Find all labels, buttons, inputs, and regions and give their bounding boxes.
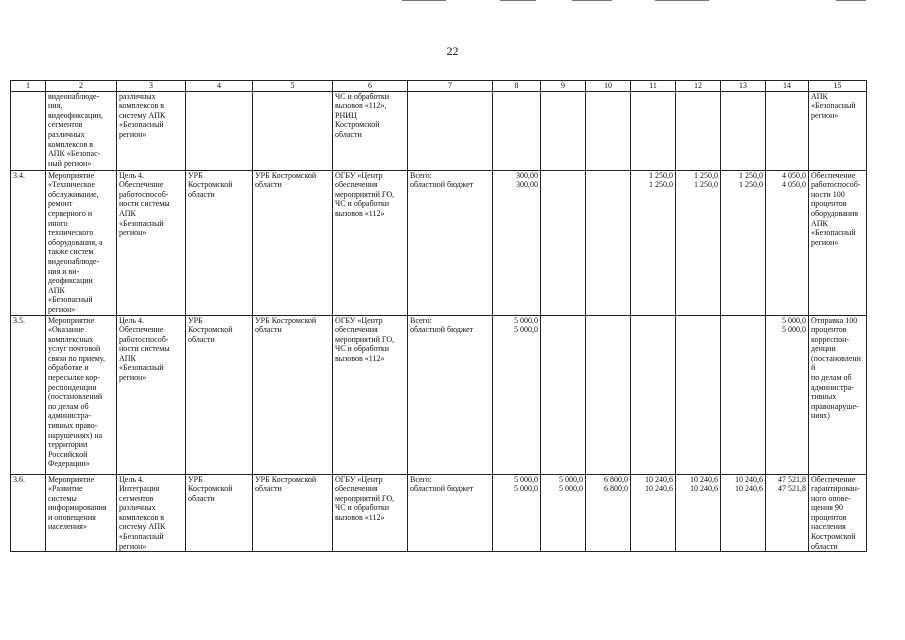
- column-number: 6: [333, 81, 408, 92]
- column-number: 7: [408, 81, 493, 92]
- total-cell: 5 000,0 5 000,0: [766, 315, 809, 474]
- funding-source-cell: [408, 91, 493, 170]
- goal-cell: различных комплексов в систему АПК «Безопасный регион»: [117, 91, 186, 170]
- amount-cell: [676, 91, 721, 170]
- result-cell: Отправка 100 процентов корреспон- денции (постановлений по делам об администра- тивных правонаруше- ниях): [809, 315, 867, 474]
- column-number: 1: [11, 81, 46, 92]
- total-cell: 4 050,0 4 050,0: [766, 170, 809, 315]
- amount-cell: [721, 91, 766, 170]
- column-number: 2: [46, 81, 117, 92]
- participant-cell: ОГБУ «Центр обеспечения мероприятий ГО, ЧС и обработки вызовов «112»: [333, 315, 408, 474]
- funding-source-cell: Всего: областной бюджет: [408, 474, 493, 552]
- header-row: [11, 81, 867, 92]
- amount-cell: 6 800,0 6 800,0: [586, 474, 631, 552]
- amount-cell: [586, 91, 631, 170]
- amount-cell: [541, 170, 586, 315]
- table-row: [11, 315, 867, 474]
- amount-cell: 300,00 300,00: [493, 170, 541, 315]
- column-number: 3: [117, 81, 186, 92]
- responsible-cell: УРБ Костромской области: [186, 474, 253, 552]
- coexecutor-cell: УРБ Костромской области: [253, 315, 333, 474]
- item-number-cell: [11, 91, 46, 170]
- activity-name-cell: Мероприятие «Оказание комплексных услуг почтовой связи по приему, обработке и пересылке кор- респонденции (постановлений по делам об администра- тивных право- нарушениях) на территории Российской Федерации»: [46, 315, 117, 474]
- coexecutor-cell: [253, 91, 333, 170]
- total-cell: 47 521,8 47 521,8: [766, 474, 809, 552]
- responsible-cell: УРБ Костромской области: [186, 170, 253, 315]
- amount-cell: [631, 91, 676, 170]
- goal-cell: Цель 4. Интеграция сегментов различных комплексов в систему АПК «Безопасный регион»: [117, 474, 186, 552]
- item-number-cell: 3.4.: [11, 170, 46, 315]
- goal-cell: Цель 4. Обеспечение работоспособ- ности системы АПК «Безопасный регион»: [117, 315, 186, 474]
- amount-cell: 10 240,6 10 240,6: [676, 474, 721, 552]
- column-number: 8: [493, 81, 541, 92]
- amount-cell: [586, 315, 631, 474]
- amount-cell: 1 250,0 1 250,0: [631, 170, 676, 315]
- funding-source-cell: Всего: областной бюджет: [408, 170, 493, 315]
- amount-cell: [631, 315, 676, 474]
- amount-cell: [493, 91, 541, 170]
- responsible-cell: УРБ Костромской области: [186, 315, 253, 474]
- amount-cell: 1 250,0 1 250,0: [721, 170, 766, 315]
- table-row: [11, 91, 867, 170]
- scan-artifact-line: [836, 0, 866, 1]
- amount-cell: [541, 91, 586, 170]
- column-number: 4: [186, 81, 253, 92]
- item-number-cell: 3.5.: [11, 315, 46, 474]
- participant-cell: ЧС и обработки вызовов «112», РНИЦ Костромской области: [333, 91, 408, 170]
- page-number: 22: [446, 44, 459, 58]
- program-activities-table: [10, 80, 867, 552]
- result-cell: АПК «Безопасный регион»: [809, 91, 867, 170]
- amount-cell: 5 000,0 5 000,0: [541, 474, 586, 552]
- goal-cell: Цель 4. Обеспечение работоспособ- ности системы АПК «Безопасный регион»: [117, 170, 186, 315]
- funding-source-cell: Всего: областной бюджет: [408, 315, 493, 474]
- column-number: 15: [809, 81, 867, 92]
- amount-cell: [676, 315, 721, 474]
- scan-artifact-line: [655, 0, 709, 1]
- scan-artifact-line: [572, 0, 612, 1]
- column-number: 10: [586, 81, 631, 92]
- column-number: 12: [676, 81, 721, 92]
- scan-artifact-line: [402, 0, 446, 1]
- participant-cell: ОГБУ «Центр обеспечения мероприятий ГО, ЧС и обработки вызовов «112»: [333, 474, 408, 552]
- activity-name-cell: Мероприятие «Развитие системы информирования и оповещения населения»: [46, 474, 117, 552]
- table-row: [11, 474, 867, 552]
- amount-cell: 5 000,0 5 000,0: [493, 474, 541, 552]
- column-number: 5: [253, 81, 333, 92]
- amount-cell: 1 250,0 1 250,0: [676, 170, 721, 315]
- item-number-cell: 3.6.: [11, 474, 46, 552]
- column-number: 14: [766, 81, 809, 92]
- result-cell: Обеспечение гарантирован- ного опове- щения 90 процентов населения Костромской области: [809, 474, 867, 552]
- coexecutor-cell: УРБ Костромской области: [253, 474, 333, 552]
- amount-cell: [721, 315, 766, 474]
- column-number: 13: [721, 81, 766, 92]
- amount-cell: 10 240,6 10 240,6: [631, 474, 676, 552]
- table-row: [11, 170, 867, 315]
- participant-cell: ОГБУ «Центр обеспечения мероприятий ГО, ЧС и обработки вызовов «112»: [333, 170, 408, 315]
- amount-cell: [541, 315, 586, 474]
- total-cell: [766, 91, 809, 170]
- amount-cell: 5 000,0 5 000,0: [493, 315, 541, 474]
- result-cell: Обеспечение работоспособ- ности 100 процентов оборудования АПК «Безопасный регион»: [809, 170, 867, 315]
- activity-name-cell: Мероприятие «Техническое обслуживание, ремонт серверного и иного технического оборудования, а также систем видеонаблюде- ния и ви- деофиксации АПК «Безопасный регион»: [46, 170, 117, 315]
- column-number: 11: [631, 81, 676, 92]
- column-number: 9: [541, 81, 586, 92]
- activity-name-cell: видеонаблюде- ния, видеофиксации, сегментов различных комплексов в АПК «Безопас- ный регион»: [46, 91, 117, 170]
- amount-cell: [586, 170, 631, 315]
- coexecutor-cell: УРБ Костромской области: [253, 170, 333, 315]
- scan-artifact-line: [500, 0, 536, 1]
- amount-cell: 10 240,6 10 240,6: [721, 474, 766, 552]
- responsible-cell: [186, 91, 253, 170]
